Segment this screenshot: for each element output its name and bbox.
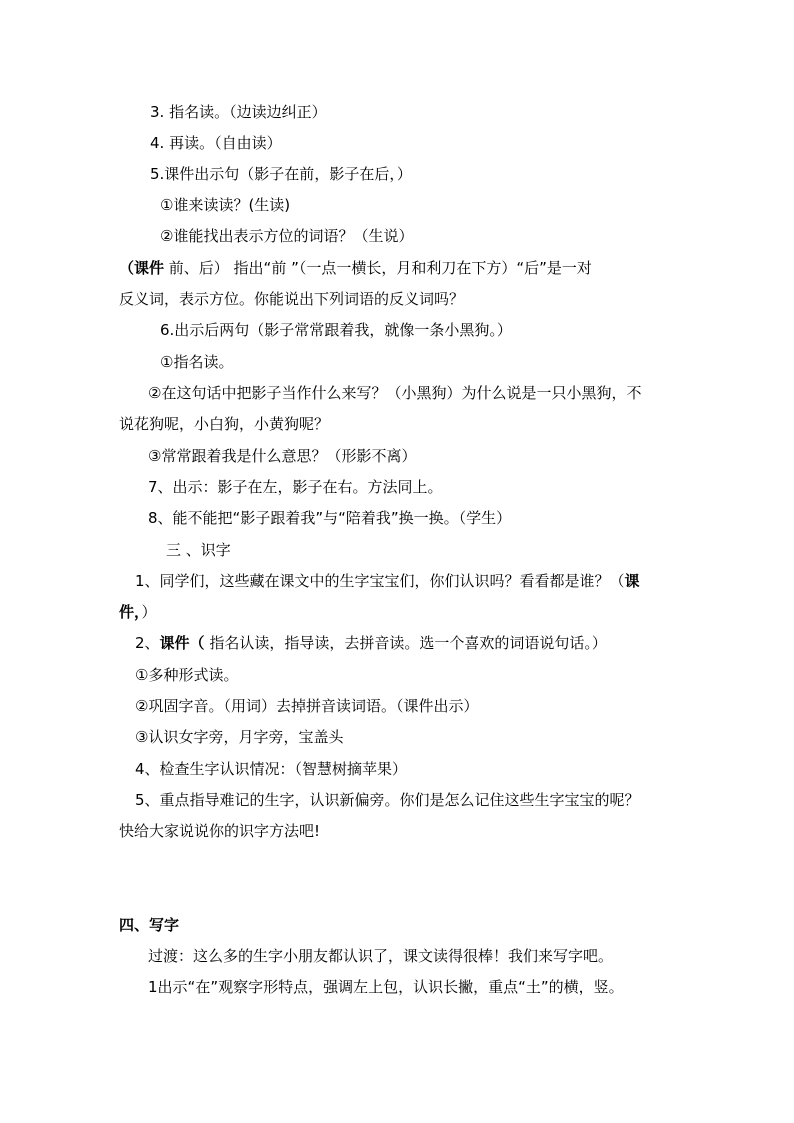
courseware-label: （课件	[119, 259, 165, 277]
writing-1-line: 1出示“在”观察字形特点，强调左上包，认识长撇，重点“土”的横，竖。	[148, 978, 624, 996]
literacy-1-cont-text: ）	[141, 603, 157, 621]
literacy-2-num: 2、	[135, 634, 160, 652]
literacy-4-line: 4、检查生字认识情况：（智慧树摘苹果）	[135, 760, 408, 778]
step-6-sub-3: ③常常跟着我是什么意思？（形影不离）	[148, 447, 417, 465]
step-6-sub-2-cont: 说花狗呢，小白狗，小黄狗呢？	[119, 415, 330, 433]
literacy-2-bold: 课件（	[159, 634, 205, 652]
step-5-sub-1: ①谁来读读？(生读)	[160, 196, 291, 214]
literacy-5-cont: 快给大家说说你的识字方法吧!	[119, 822, 321, 840]
section-3-heading: 三 、识字	[166, 541, 231, 559]
literacy-5-line: 5、重点指导难记的生字，认识新偏旁。你们是怎么记住这些生字宝宝的呢？	[135, 791, 640, 809]
step-6-sub-2: ②在这句话中把影子当作什么来写？（小黑狗）为什么说是一只小黑狗，不	[148, 384, 642, 402]
step-6-line: 6.出示后两句（影子常常跟着我，就像一条小黑狗。）	[160, 321, 512, 339]
step-8-line: 8、能不能把“影子跟着我”与“陪着我”换一换。（学生）	[148, 509, 512, 527]
literacy-2-line	[135, 633, 607, 653]
step-5-line: 5.课件出示句（影子在前，影子在后，）	[150, 165, 412, 183]
courseware-line	[119, 258, 592, 278]
antonym-line: 反义词，表示方位。你能说出下列词语的反义词吗？	[119, 290, 465, 308]
literacy-2-sub-3: ③认识女字旁，月字旁，宝盖头	[135, 728, 344, 746]
literacy-1-bold: 课	[624, 572, 640, 590]
step-7-line: 7、出示：影子在左，影子在右。方法同上。	[148, 478, 443, 496]
courseware-text: 前、后） 指出“前 ”（一点一横长，月和利刀在下方）“后”是一对	[164, 259, 592, 277]
literacy-2-sub-2: ②巩固字音。（用词）去掉拼音读词语。（课件出示）	[135, 697, 479, 715]
step-6-sub-1: ①指名读。	[160, 353, 234, 371]
step-4-line: 4. 再读。（自由读）	[150, 134, 282, 152]
step-5-sub-2: ②谁能找出表示方位的词语？（生说）	[160, 227, 414, 245]
section-4-heading: 四、写字	[119, 916, 180, 934]
literacy-2-sub-1: ①多种形式读。	[135, 666, 239, 684]
literacy-2-text: 指名认读，指导读，去拼音读。选一个喜欢的词语说句话。）	[204, 634, 607, 652]
literacy-1-text: 1、同学们，这些藏在课文中的生字宝宝们，你们认识吗？看看都是谁？（	[135, 572, 625, 590]
literacy-1-line	[135, 571, 640, 591]
literacy-1-cont-bold: 件，	[119, 603, 142, 621]
literacy-1-cont	[119, 602, 157, 622]
transition-line: 过渡：这么多的生字小朋友都认识了，课文读得很棒！我们来写字吧。	[148, 947, 614, 965]
step-3-line: 3. 指名读。（边读边纠正）	[150, 103, 327, 121]
